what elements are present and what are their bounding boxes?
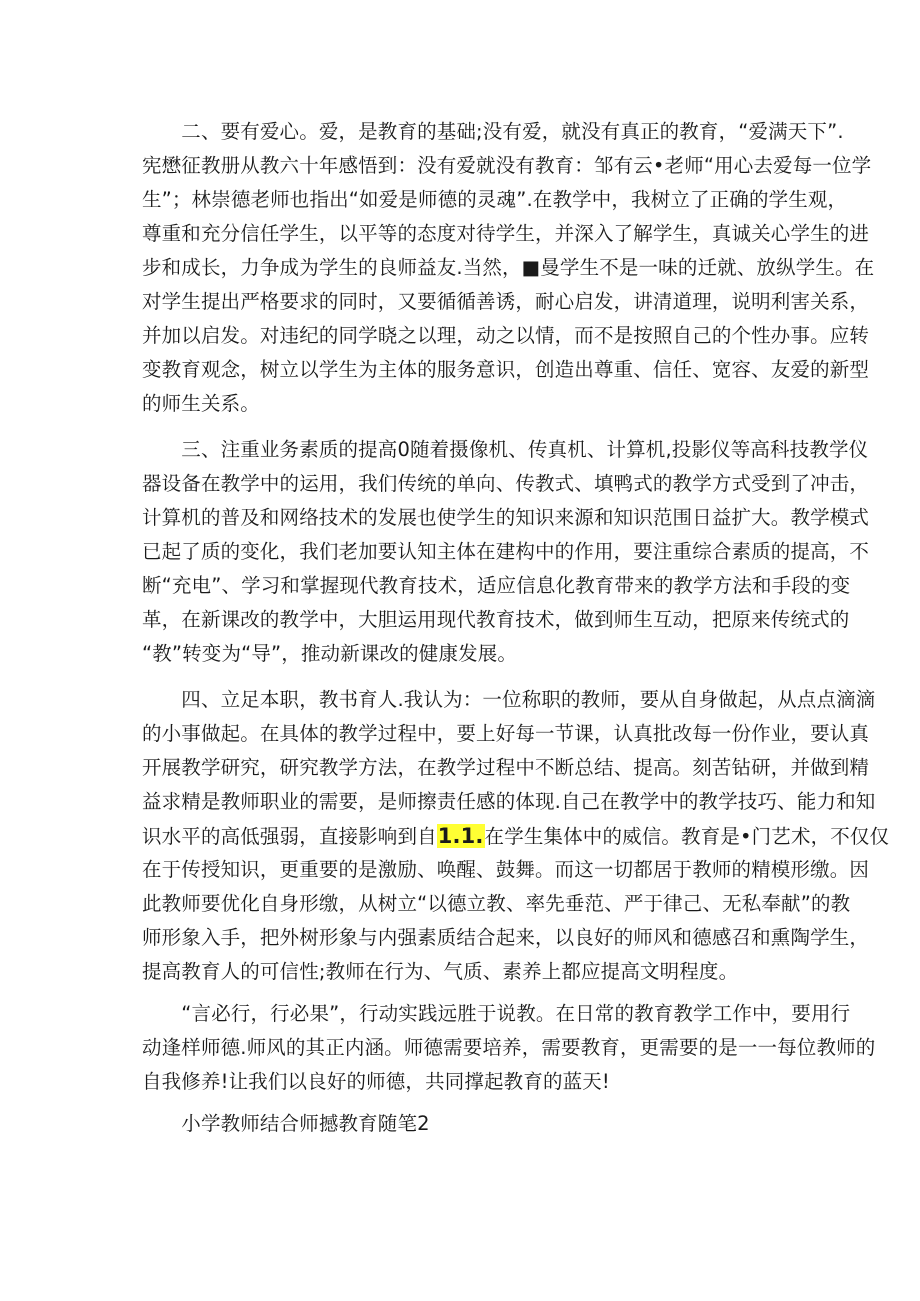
paragraph-line: 二、要有爱心。爱，是教育的基础;没有爱，就没有真正的教育，“爱满天下”. [142,120,844,143]
paragraph-line: 开展教学研究，研究教学方法，在教学过程中不断总结、提高。刻苦钻研，并做到精 [142,756,870,779]
paragraph-line: 并加以启发。对违纪的同学晓之以理，动之以情，而不是按照自己的个性办事。应转 [142,324,870,347]
paragraph-line: 师形象入手，把外树形象与内强素质结合起来，以良好的师风和德感召和熏陶学生， [142,926,870,949]
paragraph-line: 此教师要优化自身形缴，从树立“以德立教、率先垂范、严于律己、无私奉献”的教 [142,892,851,915]
paragraph-line: 提高教育人的可信性;教师在行为、气质、素养上都应提高文明程度。 [142,960,739,983]
paragraph-line: 器设备在教学中的运用，我们传统的单向、传教式、填鸭式的教学方式受到了冲击， [142,472,870,495]
paragraph-line: 已起了质的变化，我们老加要认知主体在建构中的作用，要注重综合素质的提高，不 [142,540,870,563]
paragraph-line: 宪懋征教册从教六十年感悟到：没有爱就没有教育：邹有云•老师“用心去爱每一位学 [142,154,872,177]
paragraph-line: 生”；林崇德老师也指出“如爱是师德的灵魂”.在教学中，我树立了正确的学生观， [142,188,848,211]
paragraph-line: “言必行，行必果”，行动实践远胜于说教。在日常的教育教学工作中，要用行 [142,1002,851,1025]
paragraph-line: 动逢样师德.师风的其正内涵。师德需要培养，需要教育，更需要的是一一每位教师的 [142,1036,876,1059]
paragraph-line: 的小事做起。在具体的教学过程中，要上好每一节课，认真批改每一份作业，要认真 [142,722,870,745]
paragraph-line: 革，在新课改的教学中，大胆运用现代教育技术，做到师生互动，把原来传统式的 [142,608,850,631]
highlighted-text: 1.1. [437,824,484,848]
text-after-highlight: 在学生集体中的威信。教育是•门艺术，不仅仅 [484,825,890,848]
paragraph-line: 断“充电”、学习和掌握现代教育技术，适应信息化教育带来的教学方法和手段的变 [142,574,851,597]
paragraph-line: 变教育观念，树立以学生为主体的服务意识，创造出尊重、信任、宽容、友爱的新型 [142,358,870,381]
paragraph-line: 三、注重业务素质的提高0随着摄像机、传真机、计算机,投影仪等高科技教学仪 [142,438,869,461]
paragraph-line: 对学生提出严格要求的同时，又要循循善诱，耐心启发，讲清道理，说明利害关系， [142,290,870,313]
paragraph-line: “教”转变为“导”，推动新课改的健康发展。 [142,642,518,665]
section-heading: 小学教师结合师撼教育随笔2 [142,1112,430,1135]
paragraph-line: 的师生关系。 [142,392,260,415]
paragraph-line: 步和成长，力争成为学生的良师益友.当然，■曼学生不是一味的迁就、放纵学生。在 [142,256,875,279]
paragraph-line: 尊重和充分信任学生，以平等的态度对待学生，并深入了解学生，真诚关心学生的进 [142,222,870,245]
paragraph-line: 自我修养!让我们以良好的师德，共同撑起教育的蓝天! [142,1070,610,1093]
paragraph-line: 四、立足本职，教书育人.我认为：一位称职的教师，要从自身做起，从点点滴滴 [142,688,876,711]
paragraph-line-highlighted [142,824,889,849]
paragraph-line: 益求精是教师职业的需要，是师擦责任感的体现.自己在教学中的教学技巧、能力和知 [142,790,876,813]
paragraph-line: 在于传授知识，更重要的是激励、唤醒、鼓舞。而这一切都居于教师的精模形缴。因 [142,858,870,881]
text-before-highlight: 识水平的高低强弱，直接影响到自 [142,825,437,848]
paragraph-line: 计算机的普及和网络技术的发展也使学生的知识来源和知识范围日益扩大。教学模式 [142,506,870,529]
